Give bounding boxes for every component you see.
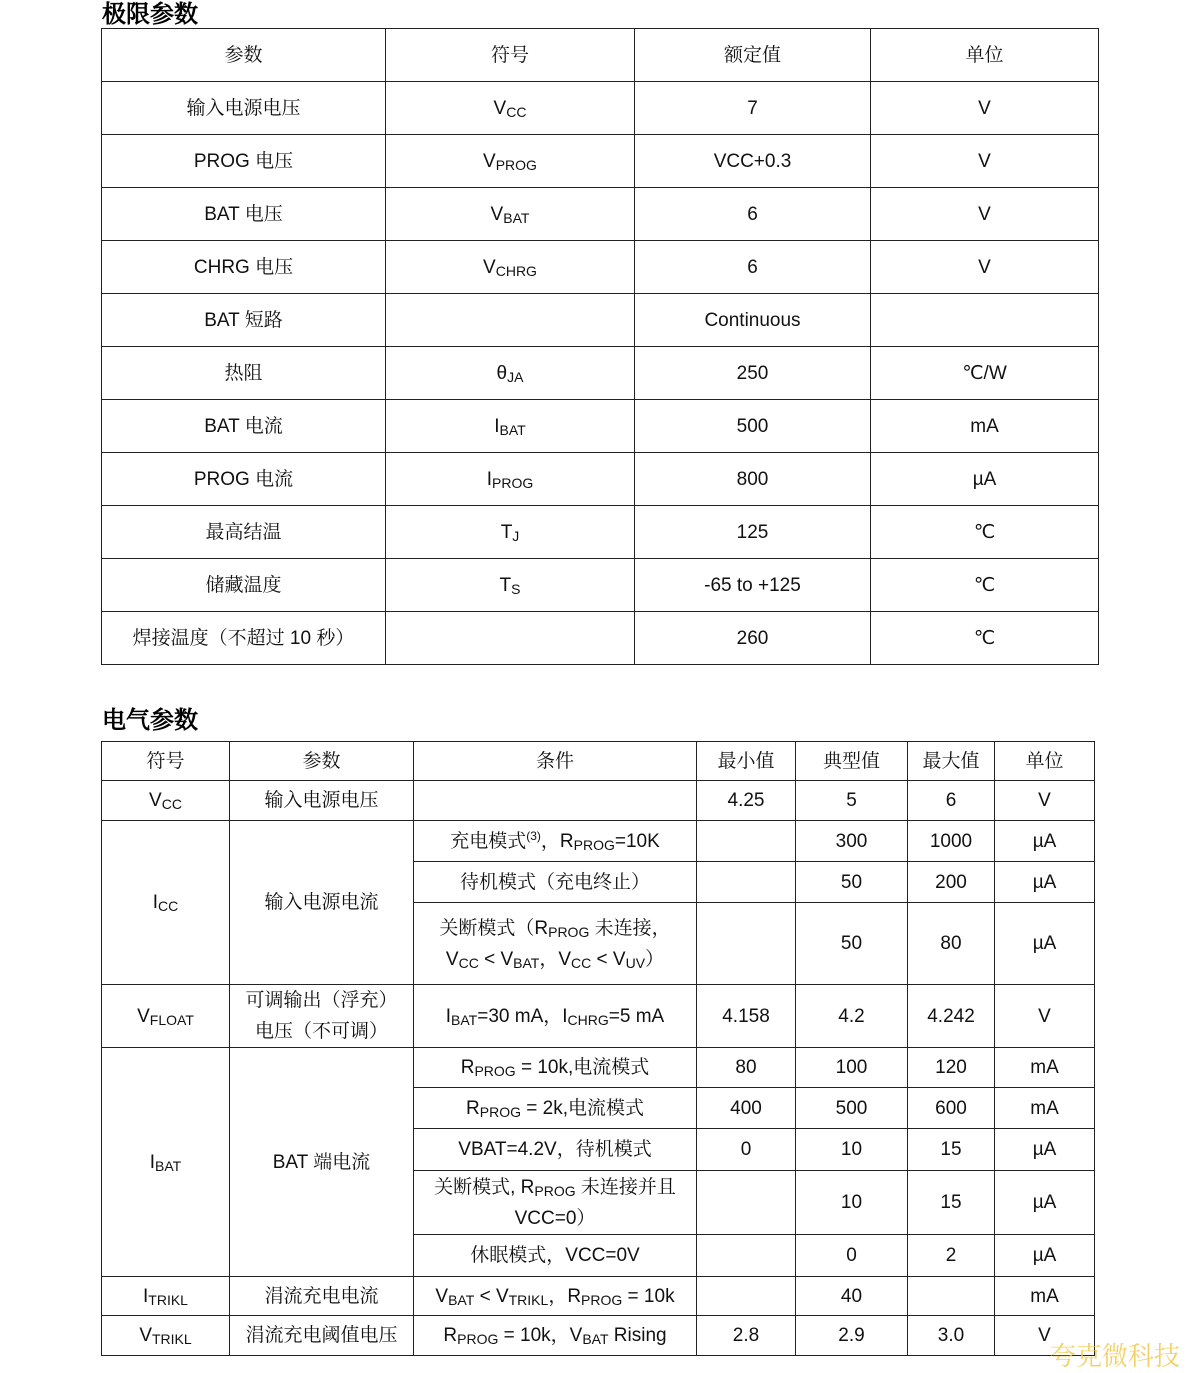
condition-cell: 关断模式, $R_{PROG}$ 未连接并且 VCC=0） [414, 1171, 697, 1235]
table-row [102, 188, 1099, 241]
min-cell [697, 903, 796, 985]
param-cell: BAT 端电流 [230, 1048, 414, 1277]
max-cell: 3.0 [908, 1316, 995, 1356]
symbol-cell [386, 294, 635, 347]
unit-cell: V [995, 781, 1095, 821]
condition-cell: VBAT=4.2V，待机模式 [414, 1129, 697, 1171]
typ-cell: 100 [796, 1048, 908, 1088]
condition-cell: 待机模式（充电终止） [414, 862, 697, 903]
table-row [102, 612, 1099, 665]
symbol-cell: $V_{BAT}$ [386, 188, 635, 241]
value-cell: 125 [635, 506, 871, 559]
unit-cell: mA [995, 1048, 1095, 1088]
table-row [102, 559, 1099, 612]
max-cell: 15 [908, 1129, 995, 1171]
table-row [102, 1277, 1095, 1316]
min-cell: 4.25 [697, 781, 796, 821]
symbol-cell: $T_S$ [386, 559, 635, 612]
watermark-logo: 夸克微科技 [1050, 1342, 1181, 1372]
table-row [102, 506, 1099, 559]
symbol-cell: $I_{BAT}$ [102, 1048, 230, 1277]
typ-cell: 2.9 [796, 1316, 908, 1356]
param-cell: 可调输出（浮充） 电压（不可调） [230, 985, 414, 1048]
symbol-cell: $V_{PROG}$ [386, 135, 635, 188]
typ-cell: 4.2 [796, 985, 908, 1048]
table-row [102, 821, 1095, 862]
unit-cell: ℃ [871, 559, 1099, 612]
symbol-cell: $V_{TRIKL}$ [102, 1316, 230, 1356]
max-cell: 2 [908, 1235, 995, 1277]
max-cell: 1000 [908, 821, 995, 862]
max-cell: 80 [908, 903, 995, 985]
unit-cell: ℃ [871, 506, 1099, 559]
unit-cell [871, 294, 1099, 347]
abs-max-table [101, 28, 1099, 665]
condition-cell: 充电模式$^{(3)}$，$R_{PROG}=10K$ [414, 821, 697, 862]
typ-cell: 10 [796, 1171, 908, 1235]
typ-cell: 50 [796, 862, 908, 903]
table-row [102, 241, 1099, 294]
typ-cell: 500 [796, 1088, 908, 1129]
header-cell: 最大值 [908, 742, 995, 781]
value-cell: 800 [635, 453, 871, 506]
min-cell [697, 862, 796, 903]
typ-cell: 50 [796, 903, 908, 985]
condition-cell: $V_{BAT} < V_{TRIKL}$，$R_{PROG} = 10k$ [414, 1277, 697, 1316]
condition-cell: $R_{PROG} = 10k$,电流模式 [414, 1048, 697, 1088]
table-row [102, 294, 1099, 347]
max-cell: 200 [908, 862, 995, 903]
param-cell: BAT 短路 [102, 294, 386, 347]
symbol-cell: $I_{CC}$ [102, 821, 230, 985]
value-cell: 260 [635, 612, 871, 665]
min-cell: 80 [697, 1048, 796, 1088]
symbol-cell: $V_{CC}$ [102, 781, 230, 821]
symbol-cell: $\theta_{JA}$ [386, 347, 635, 400]
symbol-cell: $V_{CC}$ [386, 82, 635, 135]
param-cell: 输入电源电压 [102, 82, 386, 135]
max-cell: 6 [908, 781, 995, 821]
condition-cell: 关断模式（$R_{PROG}$ 未连接， $V_{CC} < V_{BAT}$，$V_{CC} < V_{UV}$） [414, 903, 697, 985]
value-cell: 500 [635, 400, 871, 453]
param-cell: 输入电源电流 [230, 821, 414, 985]
unit-cell: µA [995, 862, 1095, 903]
header-cell: 单位 [995, 742, 1095, 781]
param-cell: 涓流充电电流 [230, 1277, 414, 1316]
table-row [102, 985, 1095, 1048]
condition-cell [414, 781, 697, 821]
min-cell [697, 821, 796, 862]
value-cell: 250 [635, 347, 871, 400]
max-cell [908, 1277, 995, 1316]
param-cell: 焊接温度（不超过 10 秒） [102, 612, 386, 665]
value-cell: Continuous [635, 294, 871, 347]
value-cell: 6 [635, 241, 871, 294]
symbol-cell: $I_{PROG}$ [386, 453, 635, 506]
min-cell [697, 1235, 796, 1277]
condition-cell: $R_{PROG} = 2k$,电流模式 [414, 1088, 697, 1129]
header-cell: 额定值 [635, 29, 871, 82]
unit-cell: µA [995, 1171, 1095, 1235]
max-cell: 4.242 [908, 985, 995, 1048]
electrical-table [101, 741, 1095, 1356]
param-cell: CHRG 电压 [102, 241, 386, 294]
max-cell: 600 [908, 1088, 995, 1129]
min-cell: 0 [697, 1129, 796, 1171]
unit-cell: V [871, 82, 1099, 135]
param-cell: 储藏温度 [102, 559, 386, 612]
header-cell: 符号 [102, 742, 230, 781]
condition-cell: $I_{BAT}=30$ mA，$I_{CHRG}=5$ mA [414, 985, 697, 1048]
param-cell: 输入电源电压 [230, 781, 414, 821]
condition-cell: $R_{PROG} = 10k$，$V_{BAT}$ Rising [414, 1316, 697, 1356]
param-cell: BAT 电流 [102, 400, 386, 453]
unit-cell: ℃/W [871, 347, 1099, 400]
unit-cell: µA [995, 1235, 1095, 1277]
min-cell: 400 [697, 1088, 796, 1129]
unit-cell: mA [871, 400, 1099, 453]
param-cell: PROG 电压 [102, 135, 386, 188]
value-cell: 7 [635, 82, 871, 135]
max-cell: 120 [908, 1048, 995, 1088]
typ-cell: 0 [796, 1235, 908, 1277]
value-cell: -65 to +125 [635, 559, 871, 612]
table-row [102, 347, 1099, 400]
value-cell: 6 [635, 188, 871, 241]
unit-cell: V [871, 188, 1099, 241]
unit-cell: µA [995, 903, 1095, 985]
unit-cell: mA [995, 1277, 1095, 1316]
min-cell [697, 1171, 796, 1235]
typ-cell: 300 [796, 821, 908, 862]
table-row [102, 82, 1099, 135]
unit-cell: V [871, 241, 1099, 294]
table-row [102, 400, 1099, 453]
table-row [102, 781, 1095, 821]
header-cell: 单位 [871, 29, 1099, 82]
unit-cell: mA [995, 1088, 1095, 1129]
unit-cell: µA [871, 453, 1099, 506]
min-cell: 4.158 [697, 985, 796, 1048]
symbol-cell: $I_{BAT}$ [386, 400, 635, 453]
header-cell: 参数 [230, 742, 414, 781]
table-row [102, 135, 1099, 188]
param-cell: 最高结温 [102, 506, 386, 559]
param-cell: BAT 电压 [102, 188, 386, 241]
header-cell: 最小值 [697, 742, 796, 781]
electrical-header-row [102, 742, 1095, 781]
abs-max-header-row [102, 29, 1099, 82]
unit-cell: V [871, 135, 1099, 188]
table-row [102, 453, 1099, 506]
param-cell: PROG 电流 [102, 453, 386, 506]
unit-cell: µA [995, 1129, 1095, 1171]
unit-cell: V [995, 985, 1095, 1048]
symbol-cell: $T_J$ [386, 506, 635, 559]
unit-cell: V [995, 1316, 1095, 1356]
min-cell: 2.8 [697, 1316, 796, 1356]
electrical-title: 电气参数 [102, 706, 198, 734]
condition-cell: 休眠模式，VCC=0V [414, 1235, 697, 1277]
typ-cell: 40 [796, 1277, 908, 1316]
header-cell: 符号 [386, 29, 635, 82]
unit-cell: ℃ [871, 612, 1099, 665]
header-cell: 参数 [102, 29, 386, 82]
param-cell: 热阻 [102, 347, 386, 400]
header-cell: 条件 [414, 742, 697, 781]
typ-cell: 5 [796, 781, 908, 821]
param-cell: 涓流充电阈值电压 [230, 1316, 414, 1356]
unit-cell: µA [995, 821, 1095, 862]
table-row [102, 1048, 1095, 1088]
table-row [102, 1316, 1095, 1356]
min-cell [697, 1277, 796, 1316]
value-cell: VCC+0.3 [635, 135, 871, 188]
abs-max-title: 极限参数 [102, 0, 198, 28]
symbol-cell [386, 612, 635, 665]
typ-cell: 10 [796, 1129, 908, 1171]
symbol-cell: $V_{CHRG}$ [386, 241, 635, 294]
max-cell: 15 [908, 1171, 995, 1235]
symbol-cell: $V_{FLOAT}$ [102, 985, 230, 1048]
header-cell: 典型值 [796, 742, 908, 781]
symbol-cell: $I_{TRIKL}$ [102, 1277, 230, 1316]
